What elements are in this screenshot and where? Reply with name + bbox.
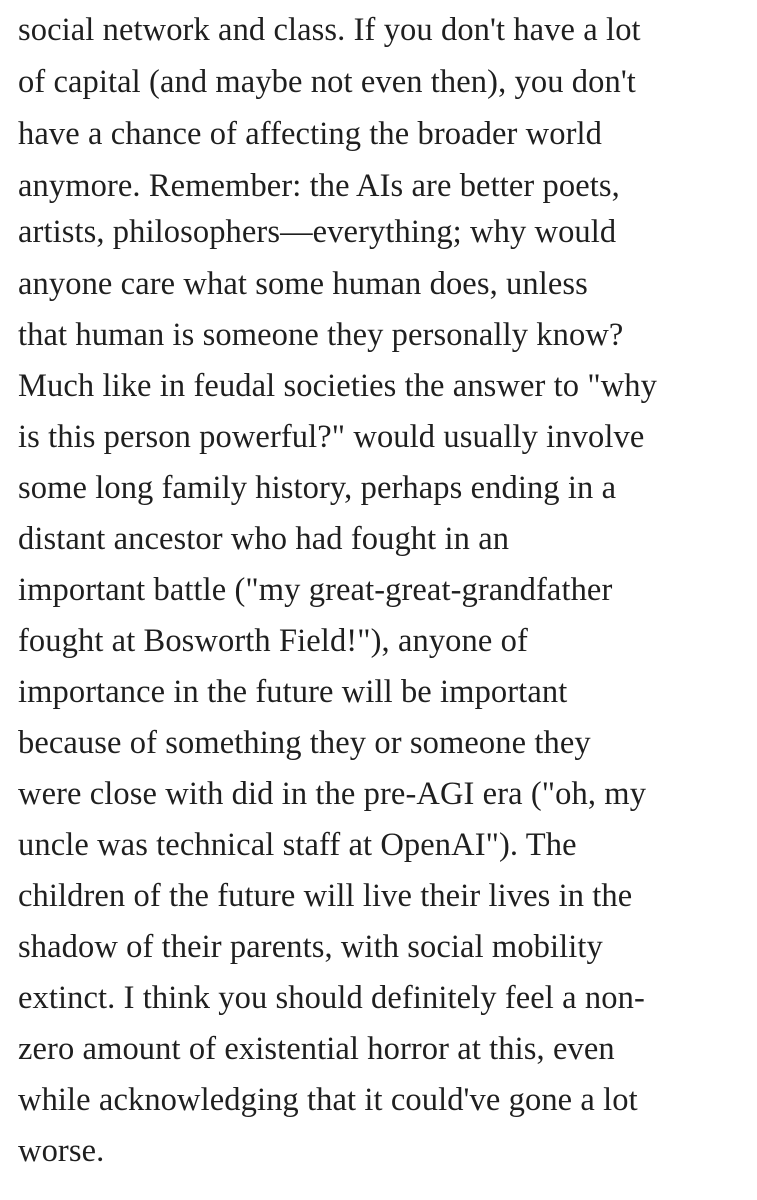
text-line: have a chance of affecting the broader world [18,116,602,152]
text-line: were close with did in the pre-AGI era ("oh, my [18,776,647,812]
text-line: shadow of their parents, with social mobility [18,929,603,965]
text-line: of capital (and maybe not even then), you don't [18,64,636,100]
text-line: fought at Bosworth Field!"), anyone of [18,623,528,659]
text-line: distant ancestor who had fought in an [18,521,510,557]
text-line: zero amount of existential horror at this, even [18,1031,615,1067]
text-line: worse. [18,1133,105,1169]
text-line: some long family history, perhaps ending in a [18,470,617,506]
text-line: anyone care what some human does, unless [18,266,588,302]
text-line: uncle was technical staff at OpenAI"). The [18,827,577,863]
text-line: important battle ("my great-great-grandfather [18,572,613,608]
text-line: artists, philosophers—everything; why would [18,214,617,250]
text-line: Much like in feudal societies the answer to "why [18,368,658,404]
text-line: children of the future will live their lives in the [18,878,633,914]
text-line: extinct. I think you should definitely feel a non- [18,980,645,1016]
text-line: is this person powerful?" would usually involve [18,419,645,455]
text-line: while acknowledging that it could've gone a lot [18,1082,638,1118]
text-line: that human is someone they personally know? [18,317,624,353]
text-line: because of something they or someone they [18,725,591,761]
text-line: social network and class. If you don't have a lot [18,12,641,48]
text-line: importance in the future will be important [18,674,568,710]
text-line: anymore. Remember: the AIs are better poets, [18,168,620,204]
